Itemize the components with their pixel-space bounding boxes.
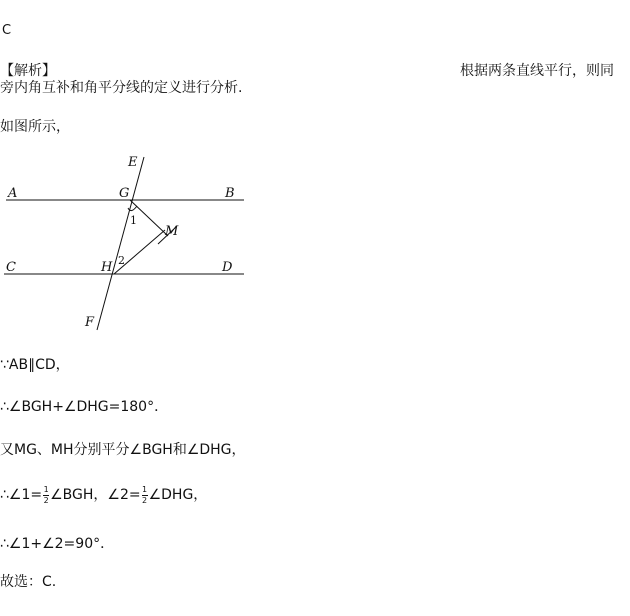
step-bisectors: 又MG、MH分别平分∠BGH和∠DHG，	[0, 442, 246, 458]
label-angle-2: 2	[118, 254, 125, 267]
step-parallel: ∵AB∥CD，	[0, 357, 70, 373]
label-m: M	[165, 224, 179, 239]
label-e: E	[128, 155, 138, 170]
label-g: G	[119, 186, 130, 201]
fraction-numerator-2: 1	[142, 484, 148, 494]
fraction-half-2	[142, 486, 148, 505]
bisector-hm	[114, 230, 165, 274]
fraction-denominator: 2	[43, 495, 49, 505]
step-sum: ∴∠1+∠2=90°．	[0, 536, 115, 552]
label-h: H	[101, 260, 113, 275]
step-half-angles-part1: ∴∠1=	[0, 487, 43, 503]
answer-letter: C	[2, 23, 12, 38]
step-half-angles-part3: ∠DHG，	[148, 487, 208, 503]
analysis-heading: 【解析】	[0, 63, 56, 79]
fraction-numerator: 1	[43, 484, 49, 494]
analysis-text-right: 根据两条直线平行，则同	[460, 63, 614, 79]
step-half-angles	[0, 484, 207, 506]
figure-intro: 如图所示，	[0, 119, 70, 135]
transversal-ef	[97, 157, 144, 330]
label-c: C	[6, 260, 16, 275]
angle-1-arc	[128, 206, 137, 211]
step-half-angles-part2: ∠BGH，∠2=	[50, 487, 141, 503]
step-supplementary: ∴∠BGH+∠DHG=180°．	[0, 399, 169, 415]
analysis-text-line2: 旁内角互补和角平分线的定义进行分析.	[0, 80, 243, 96]
step-choice: 故选：C.	[0, 574, 57, 590]
label-a: A	[8, 186, 18, 201]
fraction-denominator-2: 2	[142, 495, 148, 505]
geometry-figure	[0, 150, 260, 340]
label-d: D	[222, 260, 233, 275]
label-angle-1: 1	[130, 214, 137, 227]
label-b: B	[225, 186, 235, 201]
fraction-half	[43, 486, 49, 505]
label-f: F	[85, 315, 95, 330]
